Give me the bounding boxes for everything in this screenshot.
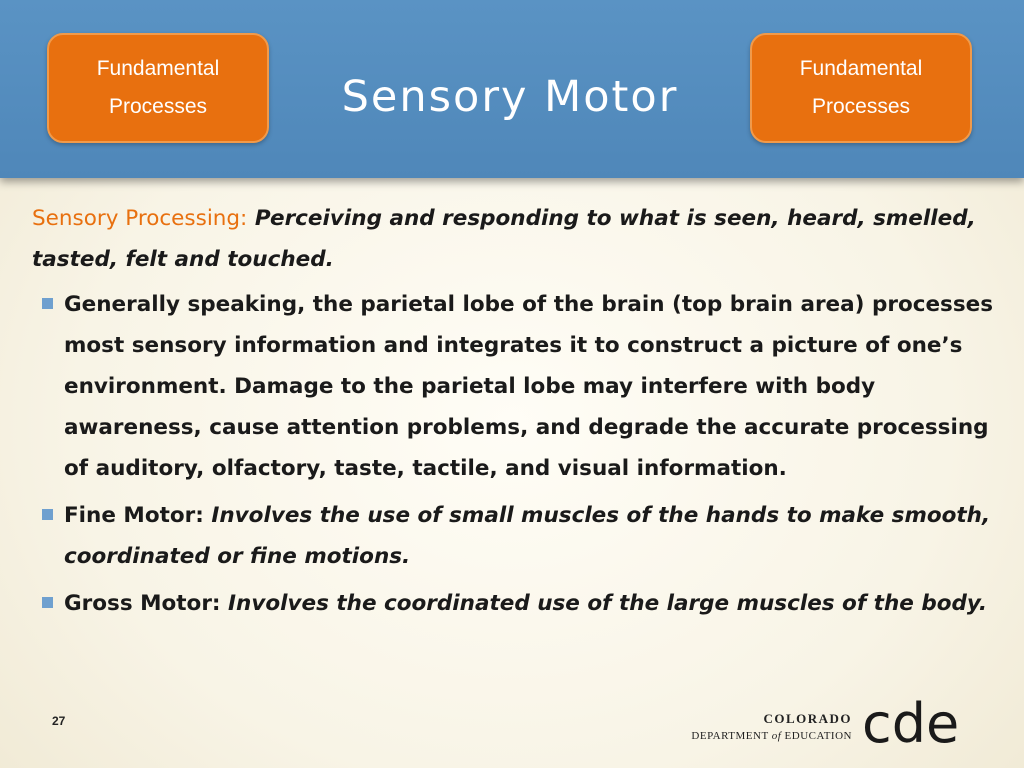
badge-right-line2: Processes [811,95,911,118]
slide-header [0,0,1024,178]
fundamental-processes-badge-right [750,33,972,143]
bullet-description: Involves the coordinated use of the large muscles of the body. [228,591,988,616]
bullet-list [32,284,997,624]
org-name-line2 [680,728,852,744]
slide-body [32,198,997,630]
org-dept: DEPARTMENT [691,730,769,742]
cde-logo-icon [862,698,992,750]
bullet-description: Involves the use of small muscles of the hands to make smooth, coordinated or fine motions. [64,503,991,569]
page-number: 27 [52,714,66,728]
bullet-label: Gross Motor: [64,591,221,616]
bullet-text: Generally speaking, the parietal lobe of the brain (top brain area) processes most sensory information and integrates it to construct a picture of one’s environment. Damage to the parietal lobe may interfere with body awareness, cause attention problems, and degrade the accurate processing of auditory, olfactory, taste, tactile, and visual information. [64,292,994,481]
slide-title: Sensory Motor [341,72,679,122]
bullet-item-parietal [32,284,997,489]
bullet-item-gross-motor [32,583,997,624]
bullet-label: Fine Motor: [64,503,204,528]
bullet-item-fine-motor [32,495,997,577]
intro-label: Sensory Processing: [32,206,248,231]
badge-left-line2: Processes [108,95,208,118]
org-of: of [771,730,782,742]
org-education: EDUCATION [784,730,852,742]
org-name-line1: COLORADO [763,711,852,726]
intro-description: Perceiving and responding to what is seen, heard, smelled, tasted, felt and touched. [32,206,976,272]
square-bullet-icon [42,597,53,608]
org-name [680,710,852,744]
fundamental-processes-badge-left [47,33,269,143]
square-bullet-icon [42,509,53,520]
badge-left-line1: Fundamental [96,57,220,80]
square-bullet-icon [42,298,53,309]
intro-paragraph [32,198,997,280]
cde-logo-text: cde [862,698,960,750]
badge-right-line1: Fundamental [799,57,923,80]
